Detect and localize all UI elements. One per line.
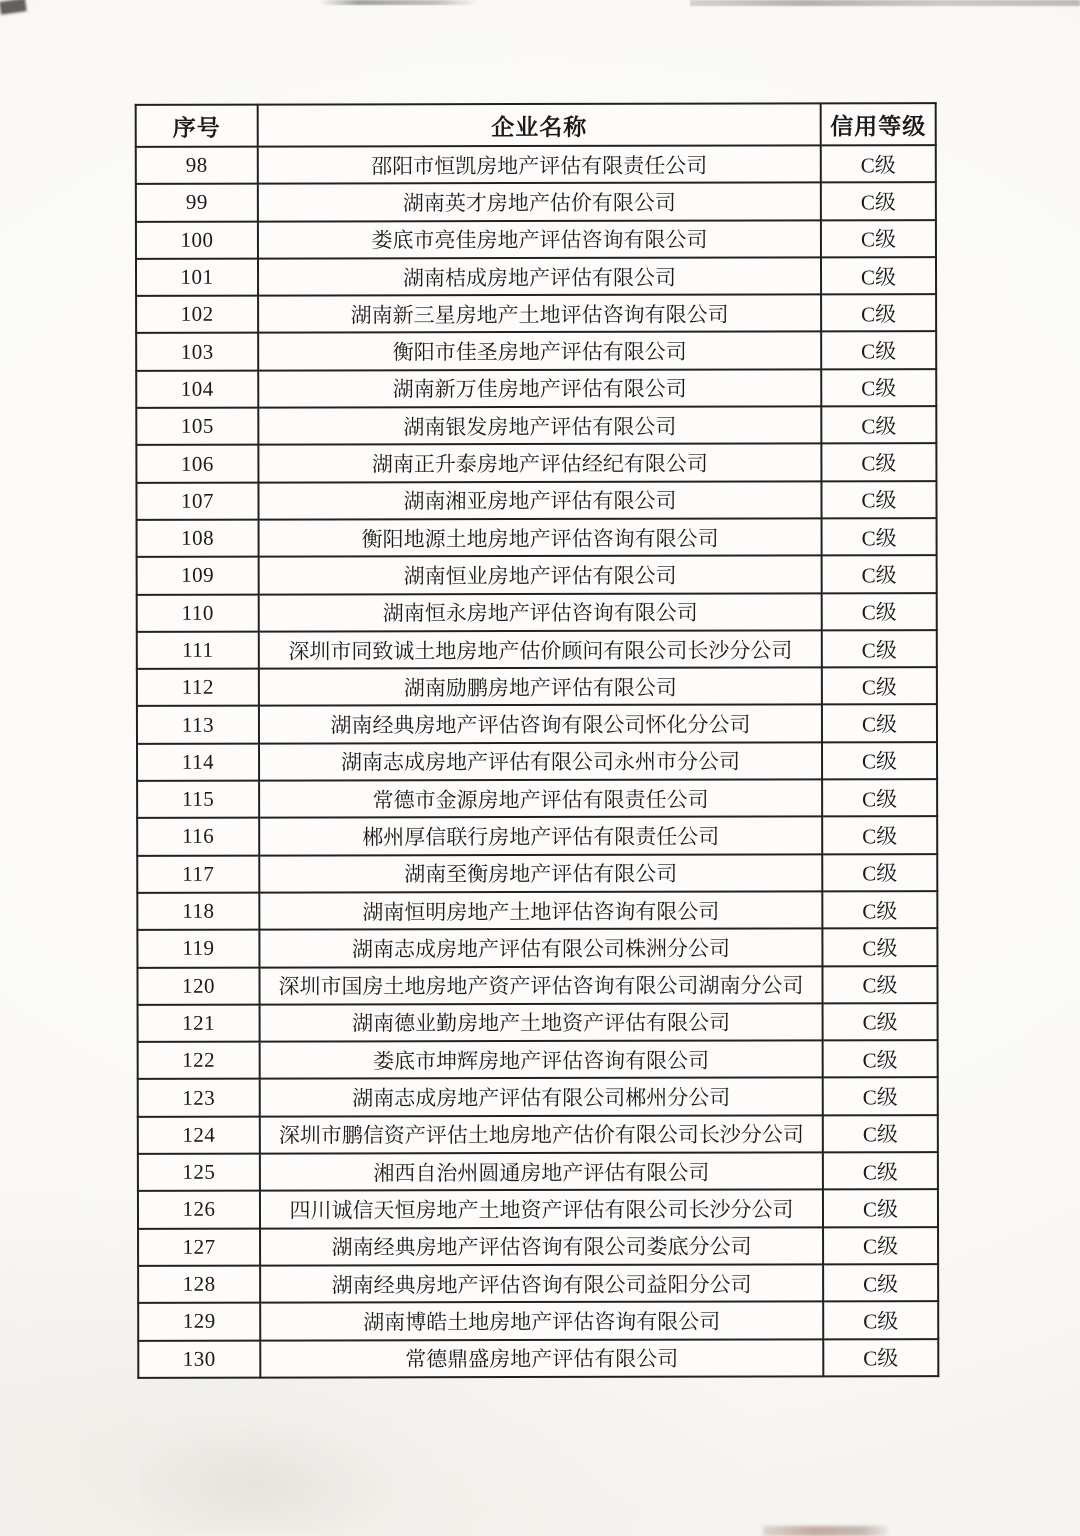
rating-cell: C级 xyxy=(822,593,937,631)
company-name-cell: 湖南志成房地产评估有限公司郴州分公司 xyxy=(260,1078,823,1116)
table-row xyxy=(137,630,937,669)
rating-cell: C级 xyxy=(821,294,936,332)
company-name-cell: 衡阳市佳圣房地产评估有限公司 xyxy=(258,332,821,370)
rating-cell: C级 xyxy=(823,1189,938,1227)
rating-cell: C级 xyxy=(821,257,936,295)
row-index-cell: 111 xyxy=(137,631,259,669)
table-row xyxy=(136,257,936,296)
rating-cell: C级 xyxy=(822,667,937,705)
rating-cell: C级 xyxy=(822,891,937,929)
company-name-cell: 湖南正升泰房地产评估经纪有限公司 xyxy=(258,444,821,482)
company-name-cell: 湖南经典房地产评估咨询有限公司娄底分公司 xyxy=(260,1227,823,1265)
table-row xyxy=(137,705,937,744)
table-row xyxy=(136,332,936,371)
table-row xyxy=(138,1040,938,1079)
rating-cell: C级 xyxy=(823,1115,938,1153)
column-header-company-name: 企业名称 xyxy=(258,103,821,146)
company-name-cell: 常德市金源房地产评估有限责任公司 xyxy=(259,779,822,817)
table-row xyxy=(137,742,937,781)
company-name-cell: 深圳市鹏信资产评估土地房地产估价有限公司长沙分公司 xyxy=(260,1115,823,1153)
table-row xyxy=(138,1264,938,1303)
row-index-cell: 123 xyxy=(138,1079,260,1117)
table-row xyxy=(138,1227,938,1266)
rating-cell: C级 xyxy=(821,369,936,407)
table-row xyxy=(136,406,936,445)
row-index-cell: 107 xyxy=(136,482,258,520)
table-row xyxy=(137,667,937,706)
row-index-cell: 115 xyxy=(137,781,259,819)
table-row xyxy=(137,817,937,856)
row-index-cell: 105 xyxy=(136,408,258,446)
row-index-cell: 118 xyxy=(137,893,259,931)
company-name-cell: 湖南新三星房地产土地评估咨询有限公司 xyxy=(258,295,821,333)
row-index-cell: 102 xyxy=(136,296,258,334)
rating-cell: C级 xyxy=(822,779,937,817)
company-name-cell: 深圳市国房土地房地产资产评估咨询有限公司湖南分公司 xyxy=(259,966,822,1004)
rating-cell: C级 xyxy=(823,1264,938,1302)
table-row xyxy=(137,555,937,594)
company-name-cell: 四川诚信天恒房地产土地资产评估有限公司长沙分公司 xyxy=(260,1190,823,1228)
scan-artifact-top-strip-right xyxy=(690,0,1080,6)
rating-cell: C级 xyxy=(822,705,937,743)
row-index-cell: 112 xyxy=(137,669,259,707)
rating-cell: C级 xyxy=(821,444,936,482)
row-index-cell: 128 xyxy=(138,1265,260,1303)
company-name-cell: 常德鼎盛房地产评估有限公司 xyxy=(260,1339,823,1377)
table-row xyxy=(136,145,936,184)
table-row xyxy=(138,1339,938,1378)
table-row xyxy=(138,1078,938,1117)
table-row xyxy=(136,369,936,408)
company-name-cell: 郴州厚信联行房地产评估有限责任公司 xyxy=(259,817,822,855)
table-row xyxy=(137,854,937,893)
row-index-cell: 122 xyxy=(138,1042,260,1080)
table-row xyxy=(137,779,937,818)
row-index-cell: 106 xyxy=(136,445,258,483)
scan-artifact-bottom-texture xyxy=(140,1420,400,1530)
rating-cell: C级 xyxy=(822,817,937,855)
table-row xyxy=(137,928,937,967)
rating-cell: C级 xyxy=(822,854,937,892)
table-row xyxy=(136,220,936,259)
table-header-row xyxy=(136,103,936,147)
scan-artifact-top-strip xyxy=(318,0,478,5)
column-header-credit-rating: 信用等级 xyxy=(821,103,936,145)
rating-cell: C级 xyxy=(822,928,937,966)
row-index-cell: 125 xyxy=(138,1154,260,1192)
company-name-cell: 湖南恒明房地产土地评估咨询有限公司 xyxy=(259,891,822,929)
rating-cell: C级 xyxy=(821,481,936,519)
table-row xyxy=(136,481,936,520)
company-name-cell: 湖南湘亚房地产评估有限公司 xyxy=(258,481,821,519)
column-header-index: 序号 xyxy=(136,105,258,147)
row-index-cell: 99 xyxy=(136,184,258,222)
table-row xyxy=(137,966,937,1005)
scan-artifact-top-left xyxy=(0,0,27,15)
table-row xyxy=(138,1115,938,1154)
table-row xyxy=(137,891,937,930)
row-index-cell: 113 xyxy=(137,706,259,744)
company-name-cell: 湖南新万佳房地产评估有限公司 xyxy=(258,369,821,407)
rating-cell: C级 xyxy=(821,145,936,183)
rating-cell: C级 xyxy=(821,406,936,444)
table-body xyxy=(136,145,939,1377)
rating-cell: C级 xyxy=(821,332,936,370)
row-index-cell: 114 xyxy=(137,743,259,781)
company-name-cell: 湖南经典房地产评估咨询有限公司益阳分公司 xyxy=(260,1264,823,1302)
table-row xyxy=(138,1189,938,1228)
row-index-cell: 117 xyxy=(137,855,259,893)
rating-cell: C级 xyxy=(822,742,937,780)
rating-cell: C级 xyxy=(822,518,937,556)
row-index-cell: 103 xyxy=(136,333,258,371)
company-name-cell: 湖南恒业房地产评估有限公司 xyxy=(259,556,822,594)
row-index-cell: 116 xyxy=(137,818,259,856)
table-row xyxy=(138,1152,938,1191)
row-index-cell: 101 xyxy=(136,258,258,296)
table-row xyxy=(136,182,936,221)
row-index-cell: 126 xyxy=(138,1191,260,1229)
row-index-cell: 98 xyxy=(136,147,258,185)
row-index-cell: 108 xyxy=(137,520,259,558)
rating-cell: C级 xyxy=(822,555,937,593)
company-name-cell: 湖南桔成房地产评估有限公司 xyxy=(258,257,821,295)
rating-cell: C级 xyxy=(823,1227,938,1265)
row-index-cell: 120 xyxy=(137,967,259,1005)
company-name-cell: 湖南德业勤房地产土地资产评估有限公司 xyxy=(260,1003,823,1041)
company-name-cell: 娄底市坤辉房地产评估咨询有限公司 xyxy=(260,1041,823,1079)
company-name-cell: 湖南至衡房地产评估有限公司 xyxy=(259,854,822,892)
row-index-cell: 121 xyxy=(138,1004,260,1042)
table-row xyxy=(138,1301,938,1340)
company-name-cell: 湖南恒永房地产评估咨询有限公司 xyxy=(259,593,822,631)
table-row xyxy=(136,294,936,333)
rating-cell: C级 xyxy=(822,966,937,1004)
row-index-cell: 109 xyxy=(137,557,259,595)
company-name-cell: 湖南励鹏房地产评估有限公司 xyxy=(259,668,822,706)
row-index-cell: 110 xyxy=(137,594,259,632)
company-name-cell: 衡阳地源土地房地产评估咨询有限公司 xyxy=(259,518,822,556)
rating-cell: C级 xyxy=(823,1078,938,1116)
company-name-cell: 深圳市同致诚土地房地产估价顾问有限公司长沙分公司 xyxy=(259,630,822,668)
row-index-cell: 104 xyxy=(136,370,258,408)
rating-cell: C级 xyxy=(823,1301,938,1339)
rating-cell: C级 xyxy=(821,220,936,258)
company-name-cell: 湘西自治州圆通房地产评估有限公司 xyxy=(260,1152,823,1190)
table-row xyxy=(138,1003,938,1042)
table-row xyxy=(136,444,936,483)
company-name-cell: 湖南志成房地产评估有限公司株洲分公司 xyxy=(259,929,822,967)
company-name-cell: 湖南志成房地产评估有限公司永州市分公司 xyxy=(259,742,822,780)
row-index-cell: 119 xyxy=(137,930,259,968)
company-name-cell: 湖南经典房地产评估咨询有限公司怀化分公司 xyxy=(259,705,822,743)
company-name-cell: 湖南英才房地产估价有限公司 xyxy=(258,183,821,221)
rating-cell: C级 xyxy=(823,1003,938,1041)
rating-cell: C级 xyxy=(823,1040,938,1078)
row-index-cell: 129 xyxy=(138,1303,260,1341)
company-name-cell: 娄底市亮佳房地产评估咨询有限公司 xyxy=(258,220,821,258)
rating-cell: C级 xyxy=(821,182,936,220)
row-index-cell: 124 xyxy=(138,1116,260,1154)
rating-cell: C级 xyxy=(823,1152,938,1190)
row-index-cell: 127 xyxy=(138,1228,260,1266)
table-row xyxy=(137,518,937,557)
table-row xyxy=(137,593,937,632)
credit-rating-table xyxy=(135,102,940,1378)
row-index-cell: 100 xyxy=(136,221,258,259)
row-index-cell: 130 xyxy=(138,1340,260,1378)
rating-cell: C级 xyxy=(823,1339,938,1377)
company-name-cell: 湖南银发房地产评估有限公司 xyxy=(258,406,821,444)
scan-artifact-bottom-smudge xyxy=(763,1526,888,1536)
rating-cell: C级 xyxy=(822,630,937,668)
company-name-cell: 邵阳市恒凯房地产评估有限责任公司 xyxy=(258,145,821,183)
company-name-cell: 湖南博皓土地房地产评估咨询有限公司 xyxy=(260,1302,823,1340)
